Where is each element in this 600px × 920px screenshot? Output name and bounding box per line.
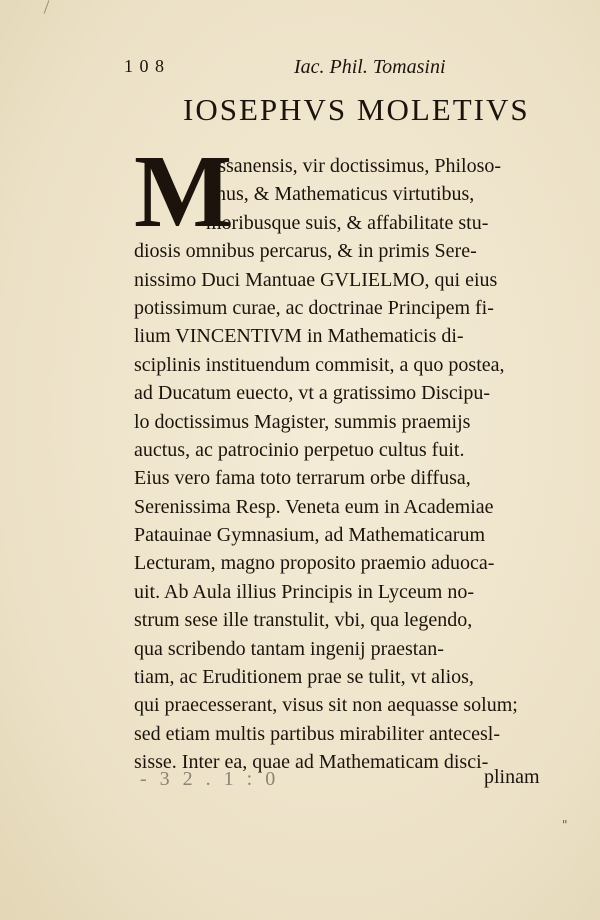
text-line: uit. Ab Aula illius Principis in Lyceum no- xyxy=(134,580,474,603)
text-line: qui praecesserant, visus sit non aequasse solum; xyxy=(134,694,518,717)
corner-mark: " xyxy=(562,818,568,832)
text-line: auctus, ac patrocinio perpetuo cultus fuit. xyxy=(134,438,465,461)
text-line: Essanensis, vir doctissimus, Philoso- xyxy=(206,155,502,177)
page-number: 1 0 8 xyxy=(124,56,165,76)
catchword: plinam xyxy=(484,766,540,788)
faded-ink-smudge: - 3 2 . 1 : 0 xyxy=(140,768,280,790)
text-line: sisse. Inter ea, quae ad Mathematicam disci- xyxy=(134,751,489,774)
text-line: ad Ducatum euecto, vt a gratissimo Discipu- xyxy=(134,382,491,405)
text-line: Serenissima Resp. Veneta eum in Academiae xyxy=(134,495,494,518)
text-line: moribusque suis, & affabilitate stu- xyxy=(206,211,489,234)
text-line: strum sese ille transtulit, vbi, qua legendo, xyxy=(134,609,473,632)
text-line: Lecturam, magno proposito praemio aduoca- xyxy=(134,552,495,575)
text-line: nissimo Duci Mantuae GVLIELMO, qui eius xyxy=(134,268,498,291)
text-line: diosis omnibus percarus, & in primis Sere- xyxy=(134,240,477,263)
text-line: lo doctissimus Magister, summis praemijs xyxy=(134,410,471,433)
page-header xyxy=(124,56,544,84)
page-edge-mark xyxy=(44,0,50,13)
text-line: lium VINCENTIVM in Mathematicis di- xyxy=(134,325,464,348)
text-line: qua scribendo tantam ingenij praestan- xyxy=(134,637,444,660)
drop-cap: M xyxy=(134,134,233,249)
text-line: potissimum curae, ac doctrinae Principem fi- xyxy=(134,296,494,319)
text-line: Patauinae Gymnasium, ad Mathematicarum xyxy=(134,524,486,547)
body-text xyxy=(134,152,564,777)
text-line: phus, & Mathematicus virtutibus, xyxy=(206,183,475,206)
text-line: Eius vero fama toto terrarum orbe diffusa, xyxy=(134,467,471,490)
text-line: tiam, ac Eruditionem prae se tulit, vt alios, xyxy=(134,666,474,689)
entry-title: IOSEPHVS MOLETIVS xyxy=(183,92,530,127)
text-line: sciplinis instituendum commisit, a quo postea, xyxy=(134,353,505,376)
text-line: sed etiam multis partibus mirabiliter antecesl- xyxy=(134,722,501,745)
running-head: Iac. Phil. Tomasini xyxy=(294,56,446,78)
